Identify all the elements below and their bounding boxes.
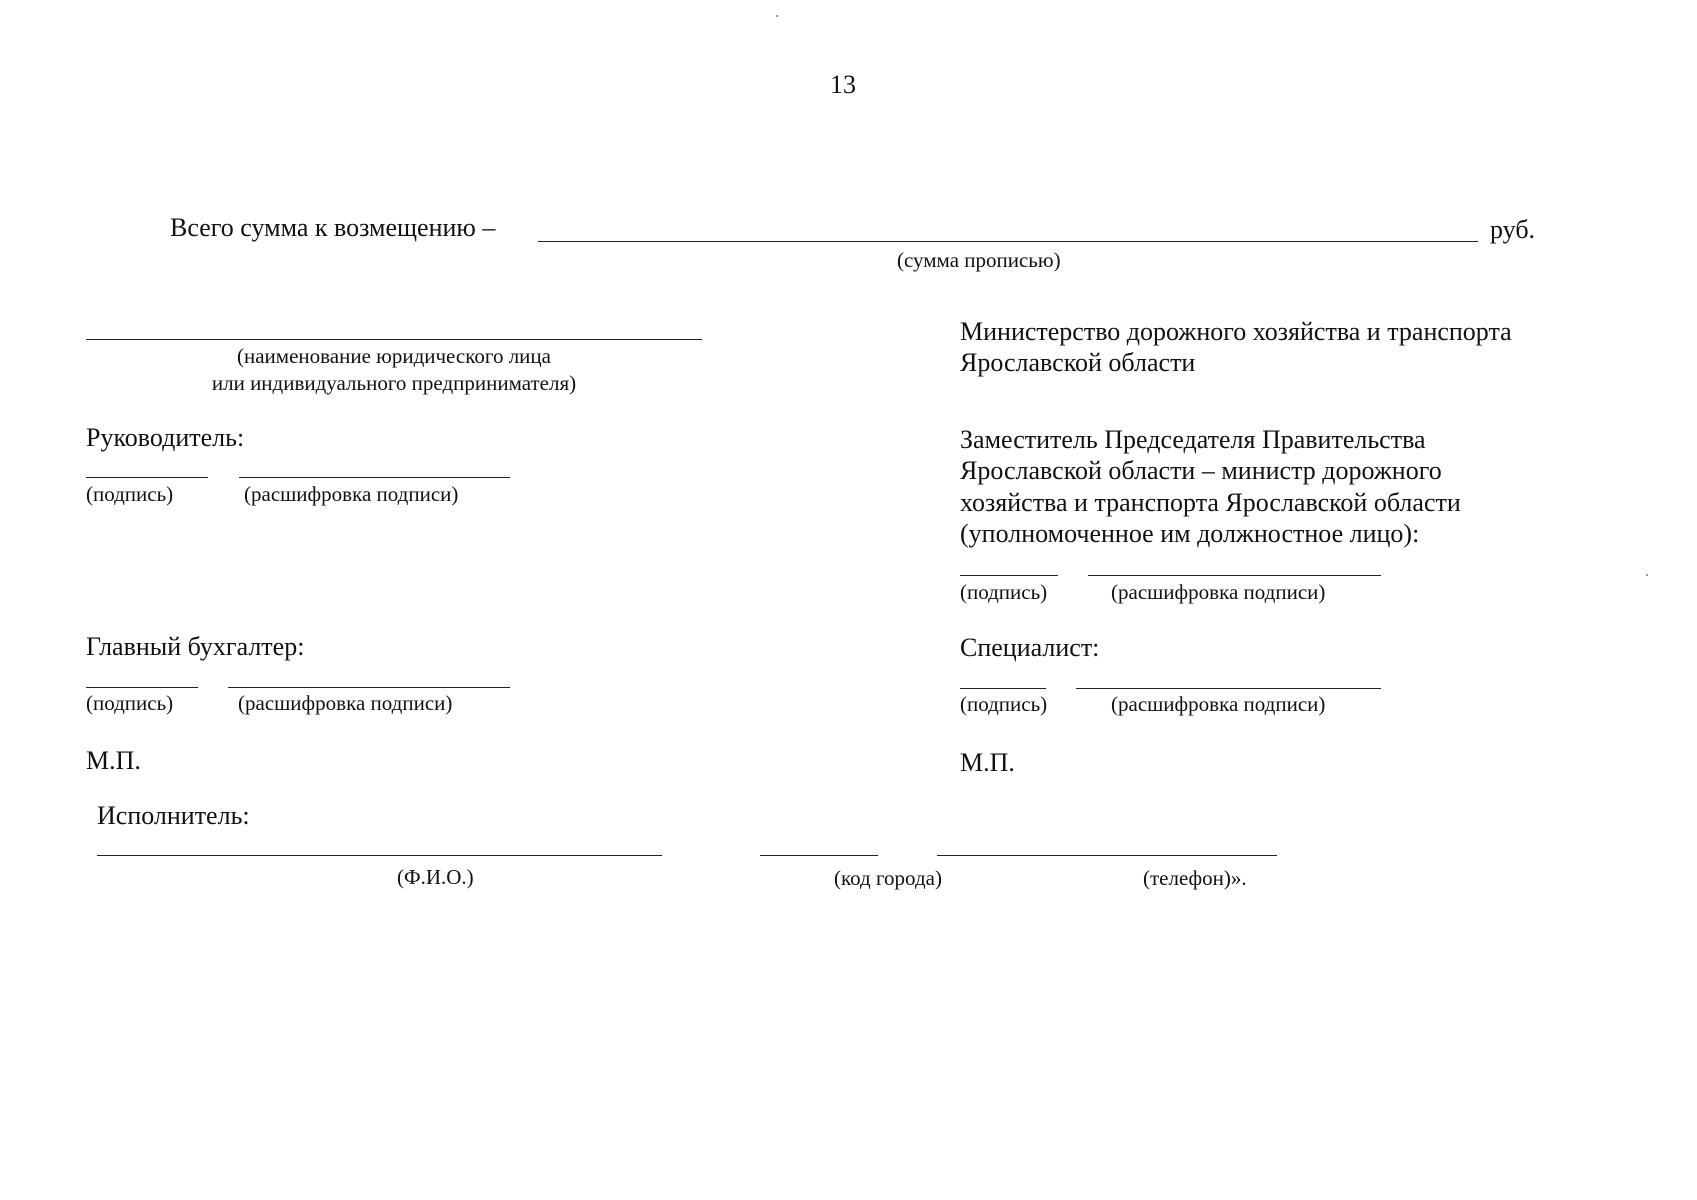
page-number: 13 [830, 70, 856, 99]
deputy-decode-line [1088, 575, 1381, 576]
deputy-decode-caption: (расшифровка подписи) [1111, 580, 1326, 604]
deputy-title-line-1: Заместитель Председателя Правительства [960, 425, 1426, 454]
accountant-signature-caption: (подпись) [86, 691, 174, 715]
chief-accountant-label: Главный бухгалтер: [86, 632, 305, 661]
head-decode-caption: (расшифровка подписи) [244, 482, 459, 506]
organization-caption-1: (наименование юридического лица [237, 344, 551, 368]
accountant-decode-caption: (расшифровка подписи) [238, 691, 453, 715]
specialist-decode-line [1076, 688, 1381, 689]
accountant-signature-line [86, 687, 198, 688]
sum-in-words-caption: (сумма прописью) [897, 248, 1061, 272]
head-label: Руководитель: [86, 423, 245, 452]
head-signature-line [86, 477, 208, 478]
organization-name-line [86, 339, 702, 340]
specialist-signature-line [960, 688, 1046, 689]
organization-caption-2: или индивидуального предпринимателя) [211, 371, 577, 395]
total-sum-line [538, 241, 1478, 242]
deputy-signature-line [960, 575, 1058, 576]
deputy-signature-caption: (подпись) [960, 580, 1048, 604]
accountant-decode-line [228, 687, 510, 688]
city-code-caption: (код города) [834, 866, 942, 890]
executor-name-caption: (Ф.И.О.) [397, 865, 474, 889]
specialist-label: Специалист: [960, 633, 1100, 662]
deputy-title-line-4: (уполномоченное им должностное лицо): [960, 519, 1420, 548]
ministry-name-line-1: Министерство дорожного хозяйства и транспорта [960, 317, 1512, 346]
scan-speck [1646, 574, 1648, 576]
left-stamp-label: М.П. [86, 746, 141, 775]
deputy-title-line-2: Ярославской области – министр дорожного [960, 456, 1442, 485]
right-stamp-label: М.П. [960, 748, 1015, 777]
executor-name-line [97, 855, 662, 856]
scan-speck [776, 15, 778, 17]
phone-line [937, 855, 1277, 856]
phone-caption: (телефон)». [1143, 866, 1247, 890]
currency-label: руб. [1490, 215, 1536, 244]
ministry-name-line-2: Ярославской области [960, 348, 1196, 377]
city-code-line [760, 855, 878, 856]
deputy-title-line-3: хозяйства и транспорта Ярославской области [960, 488, 1461, 517]
head-decode-line [239, 477, 510, 478]
specialist-signature-caption: (подпись) [960, 692, 1048, 716]
specialist-decode-caption: (расшифровка подписи) [1111, 692, 1326, 716]
executor-label: Исполнитель: [97, 801, 250, 830]
total-sum-label: Всего сумма к возмещению – [170, 213, 496, 242]
head-signature-caption: (подпись) [86, 482, 174, 506]
